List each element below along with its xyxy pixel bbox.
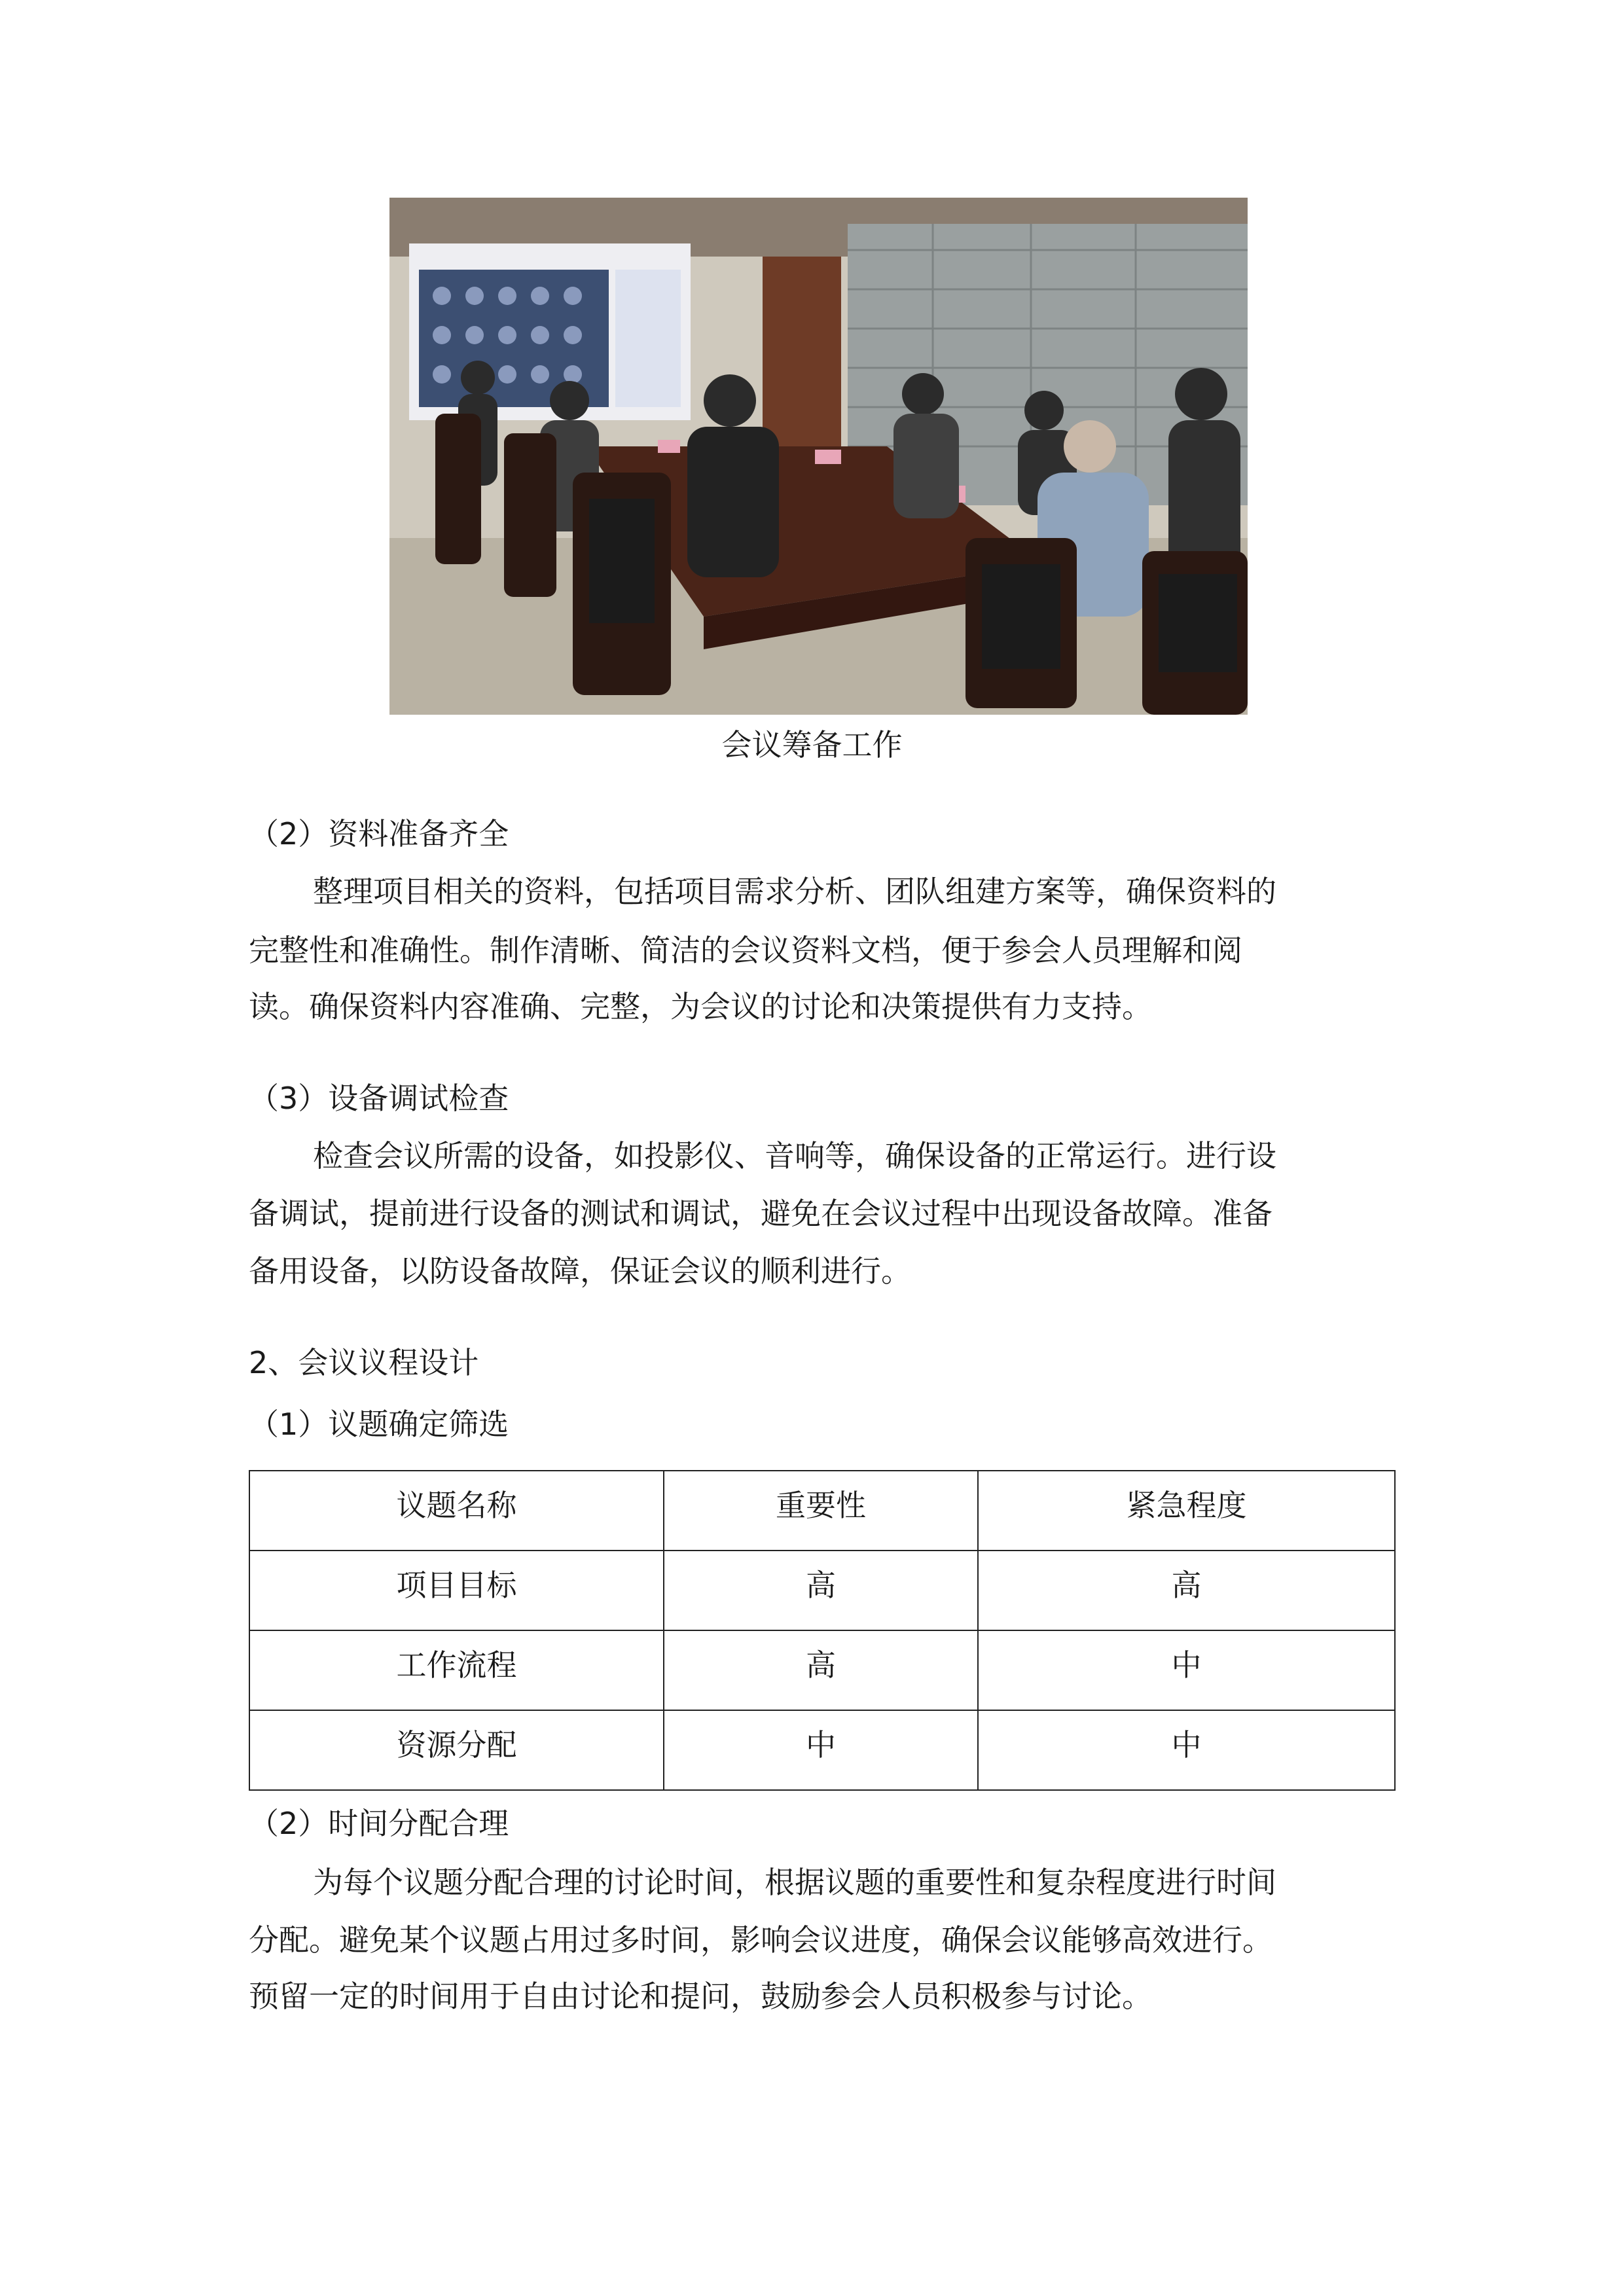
table-row [249, 1630, 1395, 1710]
table-cell: 高 [664, 1630, 978, 1710]
paragraph-line: 为每个议题分配合理的讨论时间，根据议题的重要性和复杂程度进行时间 [313, 1865, 1276, 1900]
table-cell: 高 [978, 1551, 1395, 1630]
meeting-room-illustration [389, 198, 1248, 715]
table-cell: 中 [978, 1710, 1395, 1790]
heading-agenda: 2、会议议程设计 [249, 1345, 479, 1380]
column-header: 紧急程度 [978, 1471, 1395, 1551]
table-cell: 项目目标 [249, 1551, 664, 1630]
table-header-row [249, 1471, 1395, 1551]
meeting-photo [389, 198, 1248, 715]
paragraph-line: 备用设备，以防设备故障，保证会议的顺利进行。 [249, 1253, 911, 1289]
paragraph-line: 分配。避免某个议题占用过多时间，影响会议进度，确保会议能够高效进行。 [249, 1922, 1272, 1958]
heading-materials: （2）资料准备齐全 [249, 816, 509, 852]
column-header: 重要性 [664, 1471, 978, 1551]
paragraph-line: 检查会议所需的设备，如投影仪、音响等，确保设备的正常运行。进行设 [313, 1138, 1276, 1174]
photo-caption: 会议筹备工作 [721, 727, 903, 762]
paragraph-line: 预留一定的时间用于自由讨论和提问，鼓励参会人员积极参与讨论。 [249, 1979, 1152, 2014]
heading-equipment: （3）设备调试检查 [249, 1081, 509, 1116]
heading-topics: （1）议题确定筛选 [249, 1407, 509, 1442]
table-cell: 资源分配 [249, 1710, 664, 1790]
heading-time: （2）时间分配合理 [249, 1806, 509, 1841]
paragraph-line: 读。确保资料内容准确、完整，为会议的讨论和决策提供有力支持。 [249, 989, 1152, 1024]
column-header: 议题名称 [249, 1471, 664, 1551]
table-cell: 中 [978, 1630, 1395, 1710]
paragraph-line: 备调试，提前进行设备的测试和调试，避免在会议过程中出现设备故障。准备 [249, 1196, 1272, 1231]
paragraph-line: 完整性和准确性。制作清晰、简洁的会议资料文档，便于参会人员理解和阅 [249, 933, 1242, 968]
table-cell: 高 [664, 1551, 978, 1630]
table-cell: 工作流程 [249, 1630, 664, 1710]
paragraph-line: 整理项目相关的资料，包括项目需求分析、团队组建方案等，确保资料的 [313, 874, 1276, 909]
table-row [249, 1551, 1395, 1630]
topics-table [249, 1470, 1396, 1791]
table-row [249, 1710, 1395, 1790]
table-cell: 中 [664, 1710, 978, 1790]
